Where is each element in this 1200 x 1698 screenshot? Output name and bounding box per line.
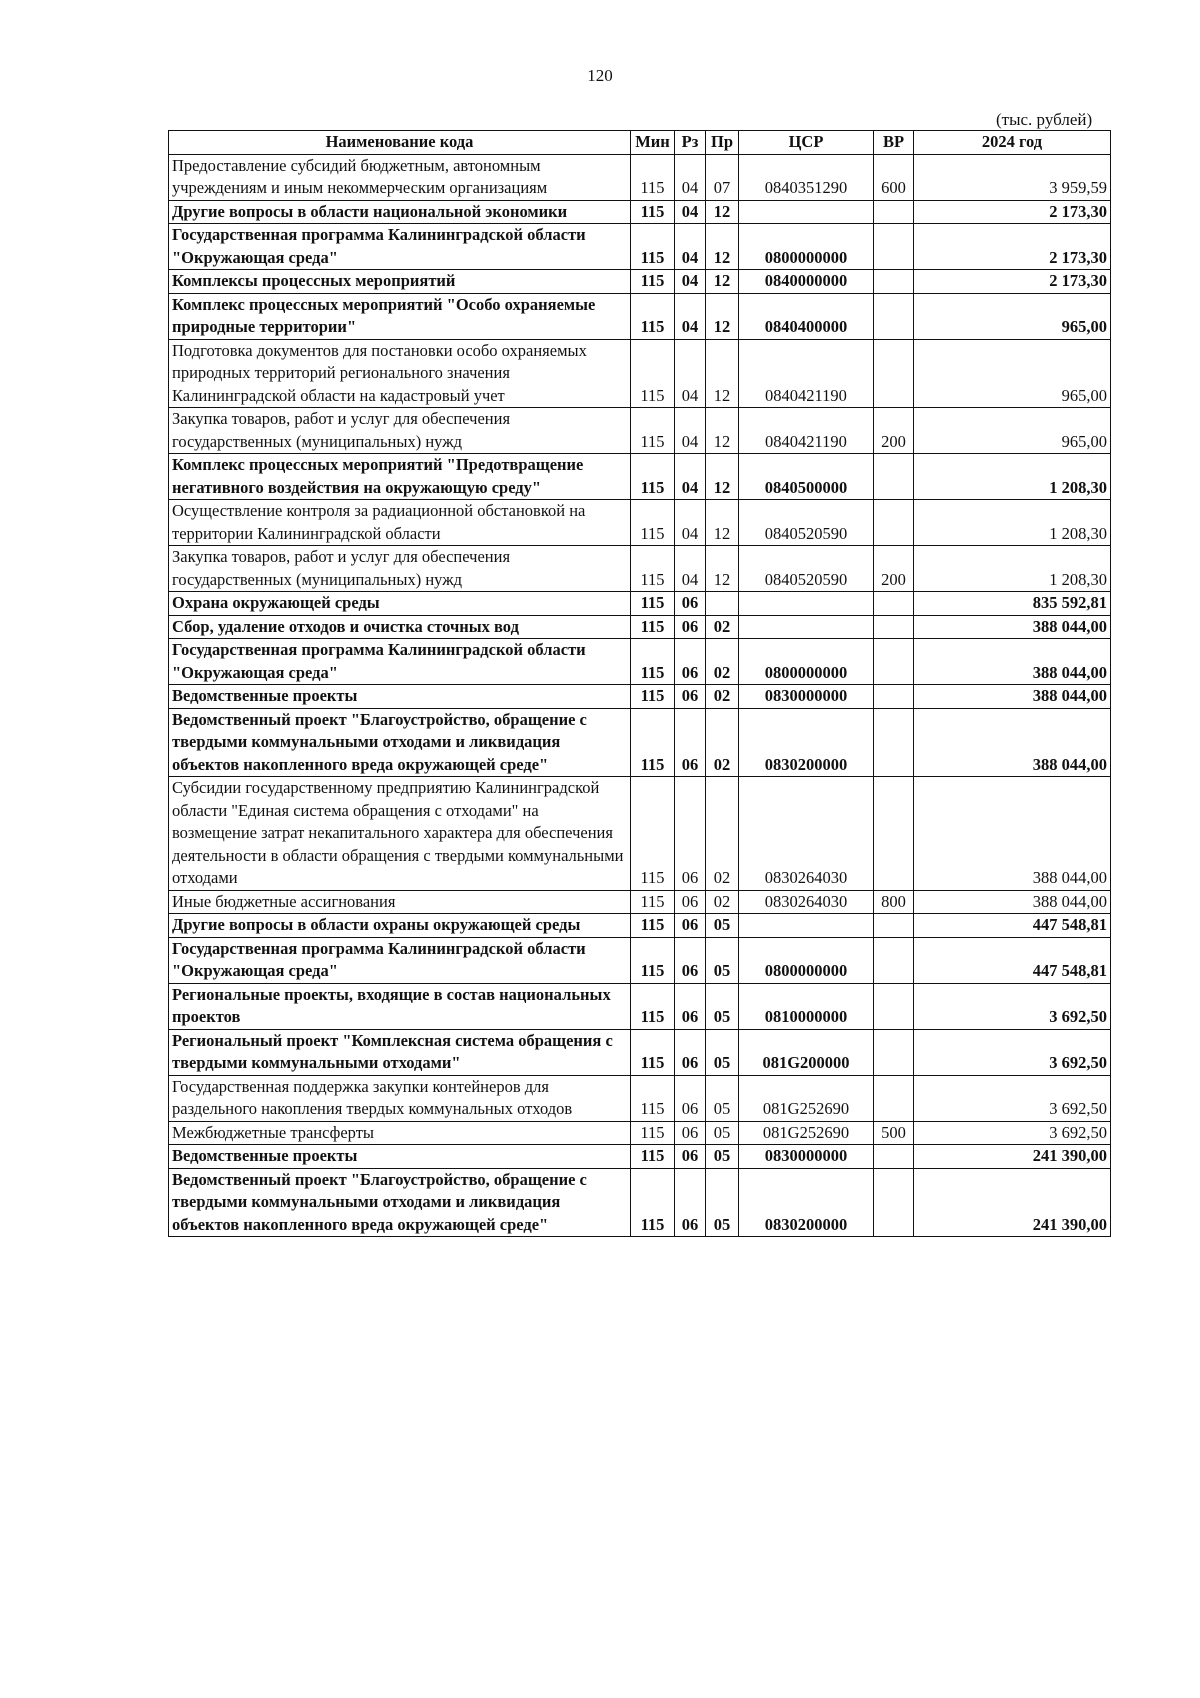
cell-vr: 800: [874, 890, 914, 914]
cell-name: Закупка товаров, работ и услуг для обеспечения государственных (муниципальных) нужд: [169, 408, 631, 454]
cell-min: 115: [631, 1075, 675, 1121]
cell-min: 115: [631, 408, 675, 454]
cell-pr: 12: [706, 500, 739, 546]
table-row: [169, 454, 1111, 500]
cell-rz: 04: [675, 408, 706, 454]
cell-pr: 12: [706, 224, 739, 270]
table-row: [169, 546, 1111, 592]
cell-name: Комплексы процессных мероприятий: [169, 270, 631, 294]
cell-vr: [874, 1029, 914, 1075]
cell-rz: 06: [675, 983, 706, 1029]
cell-csr: 081G252690: [739, 1121, 874, 1145]
table-header-row: [169, 131, 1111, 155]
cell-vr: [874, 454, 914, 500]
table-row: [169, 937, 1111, 983]
cell-amount: 965,00: [914, 293, 1111, 339]
cell-amount: 2 173,30: [914, 224, 1111, 270]
cell-min: 115: [631, 200, 675, 224]
table-row: [169, 983, 1111, 1029]
cell-csr: 0840520590: [739, 500, 874, 546]
cell-rz: 04: [675, 546, 706, 592]
cell-rz: 06: [675, 592, 706, 616]
col-header-pr: Пр: [706, 131, 739, 155]
cell-vr: [874, 708, 914, 777]
table-row: [169, 500, 1111, 546]
cell-pr: 12: [706, 200, 739, 224]
cell-min: 115: [631, 685, 675, 709]
cell-pr: 05: [706, 914, 739, 938]
cell-vr: 200: [874, 546, 914, 592]
cell-amount: 388 044,00: [914, 777, 1111, 891]
table-row: [169, 708, 1111, 777]
cell-amount: 2 173,30: [914, 270, 1111, 294]
table-row: [169, 224, 1111, 270]
cell-amount: 835 592,81: [914, 592, 1111, 616]
cell-rz: 06: [675, 1121, 706, 1145]
cell-amount: 1 208,30: [914, 546, 1111, 592]
cell-pr: 02: [706, 639, 739, 685]
cell-name: Другие вопросы в области национальной экономики: [169, 200, 631, 224]
cell-name: Другие вопросы в области охраны окружающей среды: [169, 914, 631, 938]
cell-rz: 06: [675, 1145, 706, 1169]
cell-rz: 06: [675, 937, 706, 983]
cell-amount: 447 548,81: [914, 914, 1111, 938]
cell-pr: 05: [706, 1145, 739, 1169]
cell-name: Государственная программа Калининградской области "Окружающая среда": [169, 639, 631, 685]
cell-vr: [874, 339, 914, 408]
cell-amount: 3 692,50: [914, 983, 1111, 1029]
cell-rz: 06: [675, 615, 706, 639]
table-row: [169, 339, 1111, 408]
table-row: [169, 890, 1111, 914]
cell-min: 115: [631, 270, 675, 294]
cell-rz: 06: [675, 1075, 706, 1121]
table-row: [169, 270, 1111, 294]
cell-amount: 1 208,30: [914, 500, 1111, 546]
cell-vr: [874, 639, 914, 685]
cell-vr: [874, 983, 914, 1029]
cell-rz: 06: [675, 1029, 706, 1075]
cell-pr: 12: [706, 270, 739, 294]
cell-pr: 07: [706, 154, 739, 200]
cell-csr: 0800000000: [739, 937, 874, 983]
cell-pr: 05: [706, 1121, 739, 1145]
table-row: [169, 408, 1111, 454]
cell-rz: 04: [675, 270, 706, 294]
cell-name: Государственная поддержка закупки контейнеров для раздельного накопления твердых коммунальных отходов: [169, 1075, 631, 1121]
cell-pr: [706, 592, 739, 616]
col-header-amount: 2024 год: [914, 131, 1111, 155]
table-row: [169, 1121, 1111, 1145]
cell-min: 115: [631, 937, 675, 983]
cell-min: 115: [631, 983, 675, 1029]
cell-csr: 0830264030: [739, 777, 874, 891]
cell-rz: 06: [675, 639, 706, 685]
cell-pr: 12: [706, 454, 739, 500]
cell-min: 115: [631, 639, 675, 685]
cell-name: Ведомственные проекты: [169, 1145, 631, 1169]
table-row: [169, 1145, 1111, 1169]
cell-vr: [874, 914, 914, 938]
cell-amount: 388 044,00: [914, 685, 1111, 709]
table-row: [169, 615, 1111, 639]
cell-min: 115: [631, 914, 675, 938]
table-row: [169, 592, 1111, 616]
table-row: [169, 1168, 1111, 1237]
cell-amount: 388 044,00: [914, 890, 1111, 914]
cell-name: Межбюджетные трансферты: [169, 1121, 631, 1145]
cell-amount: 388 044,00: [914, 639, 1111, 685]
cell-min: 115: [631, 777, 675, 891]
col-header-vr: ВР: [874, 131, 914, 155]
table-row: [169, 293, 1111, 339]
cell-amount: 447 548,81: [914, 937, 1111, 983]
cell-amount: 388 044,00: [914, 615, 1111, 639]
table-row: [169, 639, 1111, 685]
cell-name: Комплекс процессных мероприятий "Особо охраняемые природные территории": [169, 293, 631, 339]
cell-min: 115: [631, 592, 675, 616]
cell-rz: 06: [675, 1168, 706, 1237]
cell-min: 115: [631, 454, 675, 500]
cell-rz: 04: [675, 454, 706, 500]
table-row: [169, 1075, 1111, 1121]
cell-vr: 200: [874, 408, 914, 454]
table-row: [169, 1029, 1111, 1075]
cell-amount: 241 390,00: [914, 1145, 1111, 1169]
cell-vr: [874, 937, 914, 983]
page-number: 120: [587, 66, 613, 85]
cell-vr: [874, 224, 914, 270]
cell-amount: 2 173,30: [914, 200, 1111, 224]
budget-table: [168, 130, 1111, 1237]
cell-csr: 0840400000: [739, 293, 874, 339]
cell-vr: [874, 592, 914, 616]
cell-name: Государственная программа Калининградской области "Окружающая среда": [169, 224, 631, 270]
cell-amount: 3 692,50: [914, 1121, 1111, 1145]
cell-name: Региональные проекты, входящие в состав национальных проектов: [169, 983, 631, 1029]
cell-csr: 0840520590: [739, 546, 874, 592]
cell-vr: 500: [874, 1121, 914, 1145]
cell-csr: 0800000000: [739, 224, 874, 270]
cell-csr: 0840421190: [739, 408, 874, 454]
cell-amount: 3 692,50: [914, 1075, 1111, 1121]
cell-csr: 0830000000: [739, 685, 874, 709]
cell-vr: [874, 500, 914, 546]
cell-amount: 3 959,59: [914, 154, 1111, 200]
cell-min: 115: [631, 615, 675, 639]
cell-csr: 081G200000: [739, 1029, 874, 1075]
cell-pr: 02: [706, 615, 739, 639]
cell-pr: 05: [706, 937, 739, 983]
cell-csr: 0840351290: [739, 154, 874, 200]
cell-rz: 06: [675, 708, 706, 777]
cell-pr: 02: [706, 708, 739, 777]
cell-min: 115: [631, 500, 675, 546]
cell-csr: 0830000000: [739, 1145, 874, 1169]
cell-min: 115: [631, 708, 675, 777]
cell-name: Закупка товаров, работ и услуг для обеспечения государственных (муниципальных) нужд: [169, 546, 631, 592]
cell-rz: 04: [675, 200, 706, 224]
cell-rz: 04: [675, 339, 706, 408]
table-row: [169, 200, 1111, 224]
cell-csr: 0830200000: [739, 1168, 874, 1237]
cell-name: Охрана окружающей среды: [169, 592, 631, 616]
cell-min: 115: [631, 1168, 675, 1237]
table-row: [169, 154, 1111, 200]
cell-vr: [874, 200, 914, 224]
cell-rz: 04: [675, 154, 706, 200]
cell-min: 115: [631, 224, 675, 270]
cell-pr: 05: [706, 1168, 739, 1237]
cell-csr: 0810000000: [739, 983, 874, 1029]
cell-vr: [874, 1075, 914, 1121]
cell-name: Ведомственный проект "Благоустройство, обращение с твердыми коммунальными отходами и ликвидация объектов накопленного вреда окружающей среде": [169, 708, 631, 777]
cell-pr: 02: [706, 777, 739, 891]
cell-name: Комплекс процессных мероприятий "Предотвращение негативного воздействия на окружающую среду": [169, 454, 631, 500]
cell-rz: 06: [675, 777, 706, 891]
cell-rz: 04: [675, 293, 706, 339]
cell-pr: 12: [706, 546, 739, 592]
cell-name: Осуществление контроля за радиационной обстановкой на территории Калининградской области: [169, 500, 631, 546]
table-row: [169, 685, 1111, 709]
cell-vr: [874, 293, 914, 339]
cell-pr: 05: [706, 1029, 739, 1075]
cell-csr: [739, 200, 874, 224]
cell-pr: 05: [706, 1075, 739, 1121]
cell-name: Государственная программа Калининградской области "Окружающая среда": [169, 937, 631, 983]
cell-name: Региональный проект "Комплексная система обращения с твердыми коммунальными отходами": [169, 1029, 631, 1075]
cell-csr: 0800000000: [739, 639, 874, 685]
cell-csr: 0840421190: [739, 339, 874, 408]
cell-name: Ведомственный проект "Благоустройство, обращение с твердыми коммунальными отходами и ликвидация объектов накопленного вреда окружающей среде": [169, 1168, 631, 1237]
cell-min: 115: [631, 293, 675, 339]
cell-amount: 965,00: [914, 339, 1111, 408]
cell-amount: 3 692,50: [914, 1029, 1111, 1075]
cell-min: 115: [631, 546, 675, 592]
cell-name: Сбор, удаление отходов и очистка сточных вод: [169, 615, 631, 639]
cell-csr: 0830200000: [739, 708, 874, 777]
cell-pr: 12: [706, 293, 739, 339]
cell-rz: 04: [675, 500, 706, 546]
cell-amount: 965,00: [914, 408, 1111, 454]
cell-rz: 06: [675, 914, 706, 938]
table-row: [169, 914, 1111, 938]
cell-csr: 081G252690: [739, 1075, 874, 1121]
cell-csr: 0840500000: [739, 454, 874, 500]
col-header-rz: Рз: [675, 131, 706, 155]
cell-min: 115: [631, 339, 675, 408]
cell-min: 115: [631, 890, 675, 914]
cell-vr: [874, 1145, 914, 1169]
cell-min: 115: [631, 154, 675, 200]
cell-csr: [739, 914, 874, 938]
cell-pr: 02: [706, 890, 739, 914]
cell-pr: 02: [706, 685, 739, 709]
cell-vr: 600: [874, 154, 914, 200]
cell-amount: 388 044,00: [914, 708, 1111, 777]
cell-rz: 04: [675, 224, 706, 270]
cell-vr: [874, 685, 914, 709]
cell-vr: [874, 270, 914, 294]
table-body: [169, 154, 1111, 1237]
cell-vr: [874, 1168, 914, 1237]
col-header-min: Мин: [631, 131, 675, 155]
cell-rz: 06: [675, 685, 706, 709]
cell-min: 115: [631, 1145, 675, 1169]
cell-min: 115: [631, 1029, 675, 1075]
table-row: [169, 777, 1111, 891]
cell-name: Предоставление субсидий бюджетным, автономным учреждениям и иным некоммерческим организациям: [169, 154, 631, 200]
col-header-name: Наименование кода: [169, 131, 631, 155]
cell-csr: [739, 592, 874, 616]
cell-amount: 1 208,30: [914, 454, 1111, 500]
cell-pr: 05: [706, 983, 739, 1029]
cell-csr: 0840000000: [739, 270, 874, 294]
cell-min: 115: [631, 1121, 675, 1145]
cell-name: Ведомственные проекты: [169, 685, 631, 709]
cell-rz: 06: [675, 890, 706, 914]
cell-pr: 12: [706, 408, 739, 454]
col-header-csr: ЦСР: [739, 131, 874, 155]
cell-name: Подготовка документов для постановки особо охраняемых природных территорий регионального значения Калининградской области на кадастровый учет: [169, 339, 631, 408]
units-label: (тыс. рублей): [996, 110, 1093, 129]
cell-amount: 241 390,00: [914, 1168, 1111, 1237]
cell-csr: 0830264030: [739, 890, 874, 914]
cell-name: Субсидии государственному предприятию Калининградской области "Единая система обращения с отходами" на возмещение затрат некапитального характера для обеспечения деятельности в области обращения с твердыми коммунальными отходами: [169, 777, 631, 891]
cell-vr: [874, 777, 914, 891]
cell-csr: [739, 615, 874, 639]
cell-pr: 12: [706, 339, 739, 408]
cell-name: Иные бюджетные ассигнования: [169, 890, 631, 914]
cell-vr: [874, 615, 914, 639]
